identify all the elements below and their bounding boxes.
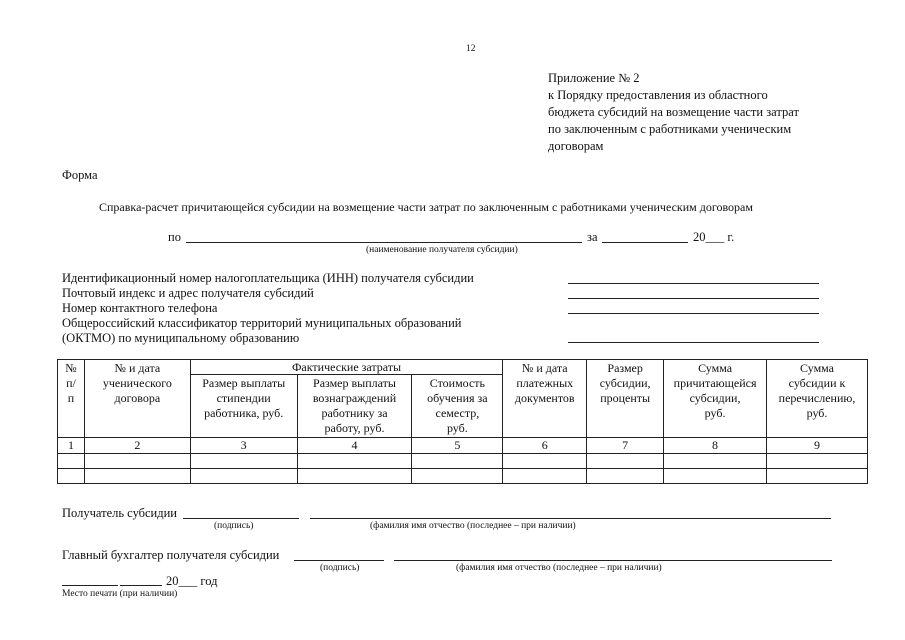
subsidy-table — [57, 359, 868, 484]
recipient-signature-label: Получатель субсидии — [62, 506, 177, 520]
col-header-subsidy-transfer: Сумма субсидии к перечислению, руб. — [767, 360, 868, 438]
col-number: 9 — [767, 438, 868, 454]
table-cell[interactable] — [664, 469, 767, 484]
appendix-line: бюджета субсидий на возмещение части затрат — [548, 105, 799, 119]
table-cell[interactable] — [297, 469, 412, 484]
recipient-signature-field[interactable] — [183, 518, 299, 519]
table-cell[interactable] — [84, 454, 190, 469]
phone-label: Номер контактного телефона — [62, 301, 218, 315]
col-header-payment-docs: № и дата платежных документов — [503, 360, 587, 438]
chief-accountant-label: Главный бухгалтер получателя субсидии — [62, 548, 280, 562]
period-za-label: за — [587, 230, 598, 244]
table-cell[interactable] — [412, 469, 503, 484]
table-cell[interactable] — [587, 469, 664, 484]
date-month-field[interactable] — [120, 585, 162, 586]
table-cell[interactable] — [767, 454, 868, 469]
phone-field[interactable] — [568, 313, 819, 314]
oktmo-field[interactable] — [568, 342, 819, 343]
col-number: 7 — [587, 438, 664, 454]
table-cell[interactable] — [58, 454, 85, 469]
table-row — [58, 469, 868, 484]
col-number: 5 — [412, 438, 503, 454]
appendix-block — [548, 70, 799, 155]
table-cell[interactable] — [84, 469, 190, 484]
table-cell[interactable] — [767, 469, 868, 484]
period-year: 20___ г. — [693, 230, 735, 244]
table-cell[interactable] — [412, 454, 503, 469]
oktmo-label-1: Общероссийский классификатор территорий муниципальных образований — [62, 316, 462, 330]
col-header-subsidy-percent: Размер субсидии, проценты — [587, 360, 664, 438]
col-number: 6 — [503, 438, 587, 454]
appendix-line: Приложение № 2 — [548, 71, 640, 85]
col-header-reward: Размер выплаты вознаграждений работнику за работу, руб. — [297, 375, 412, 438]
col-number: 3 — [190, 438, 297, 454]
col-header-subsidy-due: Сумма причитающейся субсидии, руб. — [664, 360, 767, 438]
table-cell[interactable] — [664, 454, 767, 469]
date-day-field[interactable] — [62, 585, 118, 586]
recipient-name-caption: (наименование получателя субсидии) — [366, 245, 518, 255]
appendix-line: к Порядку предоставления из областного — [548, 88, 768, 102]
address-field[interactable] — [568, 298, 819, 299]
table-cell[interactable] — [503, 454, 587, 469]
stamp-caption: Место печати (при наличии) — [62, 589, 178, 599]
page-number: 12 — [466, 44, 476, 54]
col-header-stipend: Размер выплаты стипендии работника, руб. — [190, 375, 297, 438]
chief-accountant-signature-caption: (подпись) — [320, 563, 360, 573]
chief-accountant-fio-field[interactable] — [394, 560, 832, 561]
table-cell[interactable] — [297, 454, 412, 469]
recipient-fio-caption: (фамилия имя отчество (последнее – при наличии) — [370, 521, 576, 531]
recipient-name-field[interactable] — [186, 242, 582, 243]
period-field[interactable] — [602, 242, 688, 243]
col-number: 1 — [58, 438, 85, 454]
date-year-label: 20___ год — [166, 574, 218, 588]
table-row — [58, 454, 868, 469]
table-cell[interactable] — [503, 469, 587, 484]
appendix-line: договорам — [548, 139, 604, 153]
table-cell[interactable] — [58, 469, 85, 484]
recipient-signature-caption: (подпись) — [214, 521, 254, 531]
table-number-row — [58, 438, 868, 454]
inn-label: Идентификационный номер налогоплательщика (ИНН) получателя субсидии — [62, 271, 474, 285]
col-header-tuition: Стоимость обучения за семестр, руб. — [412, 375, 503, 438]
col-header-contract: № и дата ученического договора — [84, 360, 190, 438]
col-header-actual-costs: Фактические затраты — [190, 360, 503, 375]
table-cell[interactable] — [190, 469, 297, 484]
table-cell[interactable] — [587, 454, 664, 469]
document-title: Справка-расчет причитающейся субсидии на возмещение части затрат по заключенным с работниками ученическим договорам — [99, 200, 753, 214]
address-label: Почтовый индекс и адрес получателя субсидий — [62, 286, 314, 300]
col-number: 2 — [84, 438, 190, 454]
recipient-po-label: по — [168, 230, 181, 244]
col-header-number: № п/ п — [58, 360, 85, 438]
inn-field[interactable] — [568, 283, 819, 284]
recipient-fio-field[interactable] — [310, 518, 831, 519]
col-number: 4 — [297, 438, 412, 454]
chief-accountant-fio-caption: (фамилия имя отчество (последнее – при наличии) — [456, 563, 662, 573]
table-cell[interactable] — [190, 454, 297, 469]
table-header-row — [58, 360, 868, 375]
form-label: Форма — [62, 168, 98, 182]
oktmo-label-2: (ОКТМО) по муниципальному образованию — [62, 331, 300, 345]
chief-accountant-signature-field[interactable] — [294, 560, 384, 561]
col-number: 8 — [664, 438, 767, 454]
appendix-line: по заключенным с работниками ученическим — [548, 122, 792, 136]
